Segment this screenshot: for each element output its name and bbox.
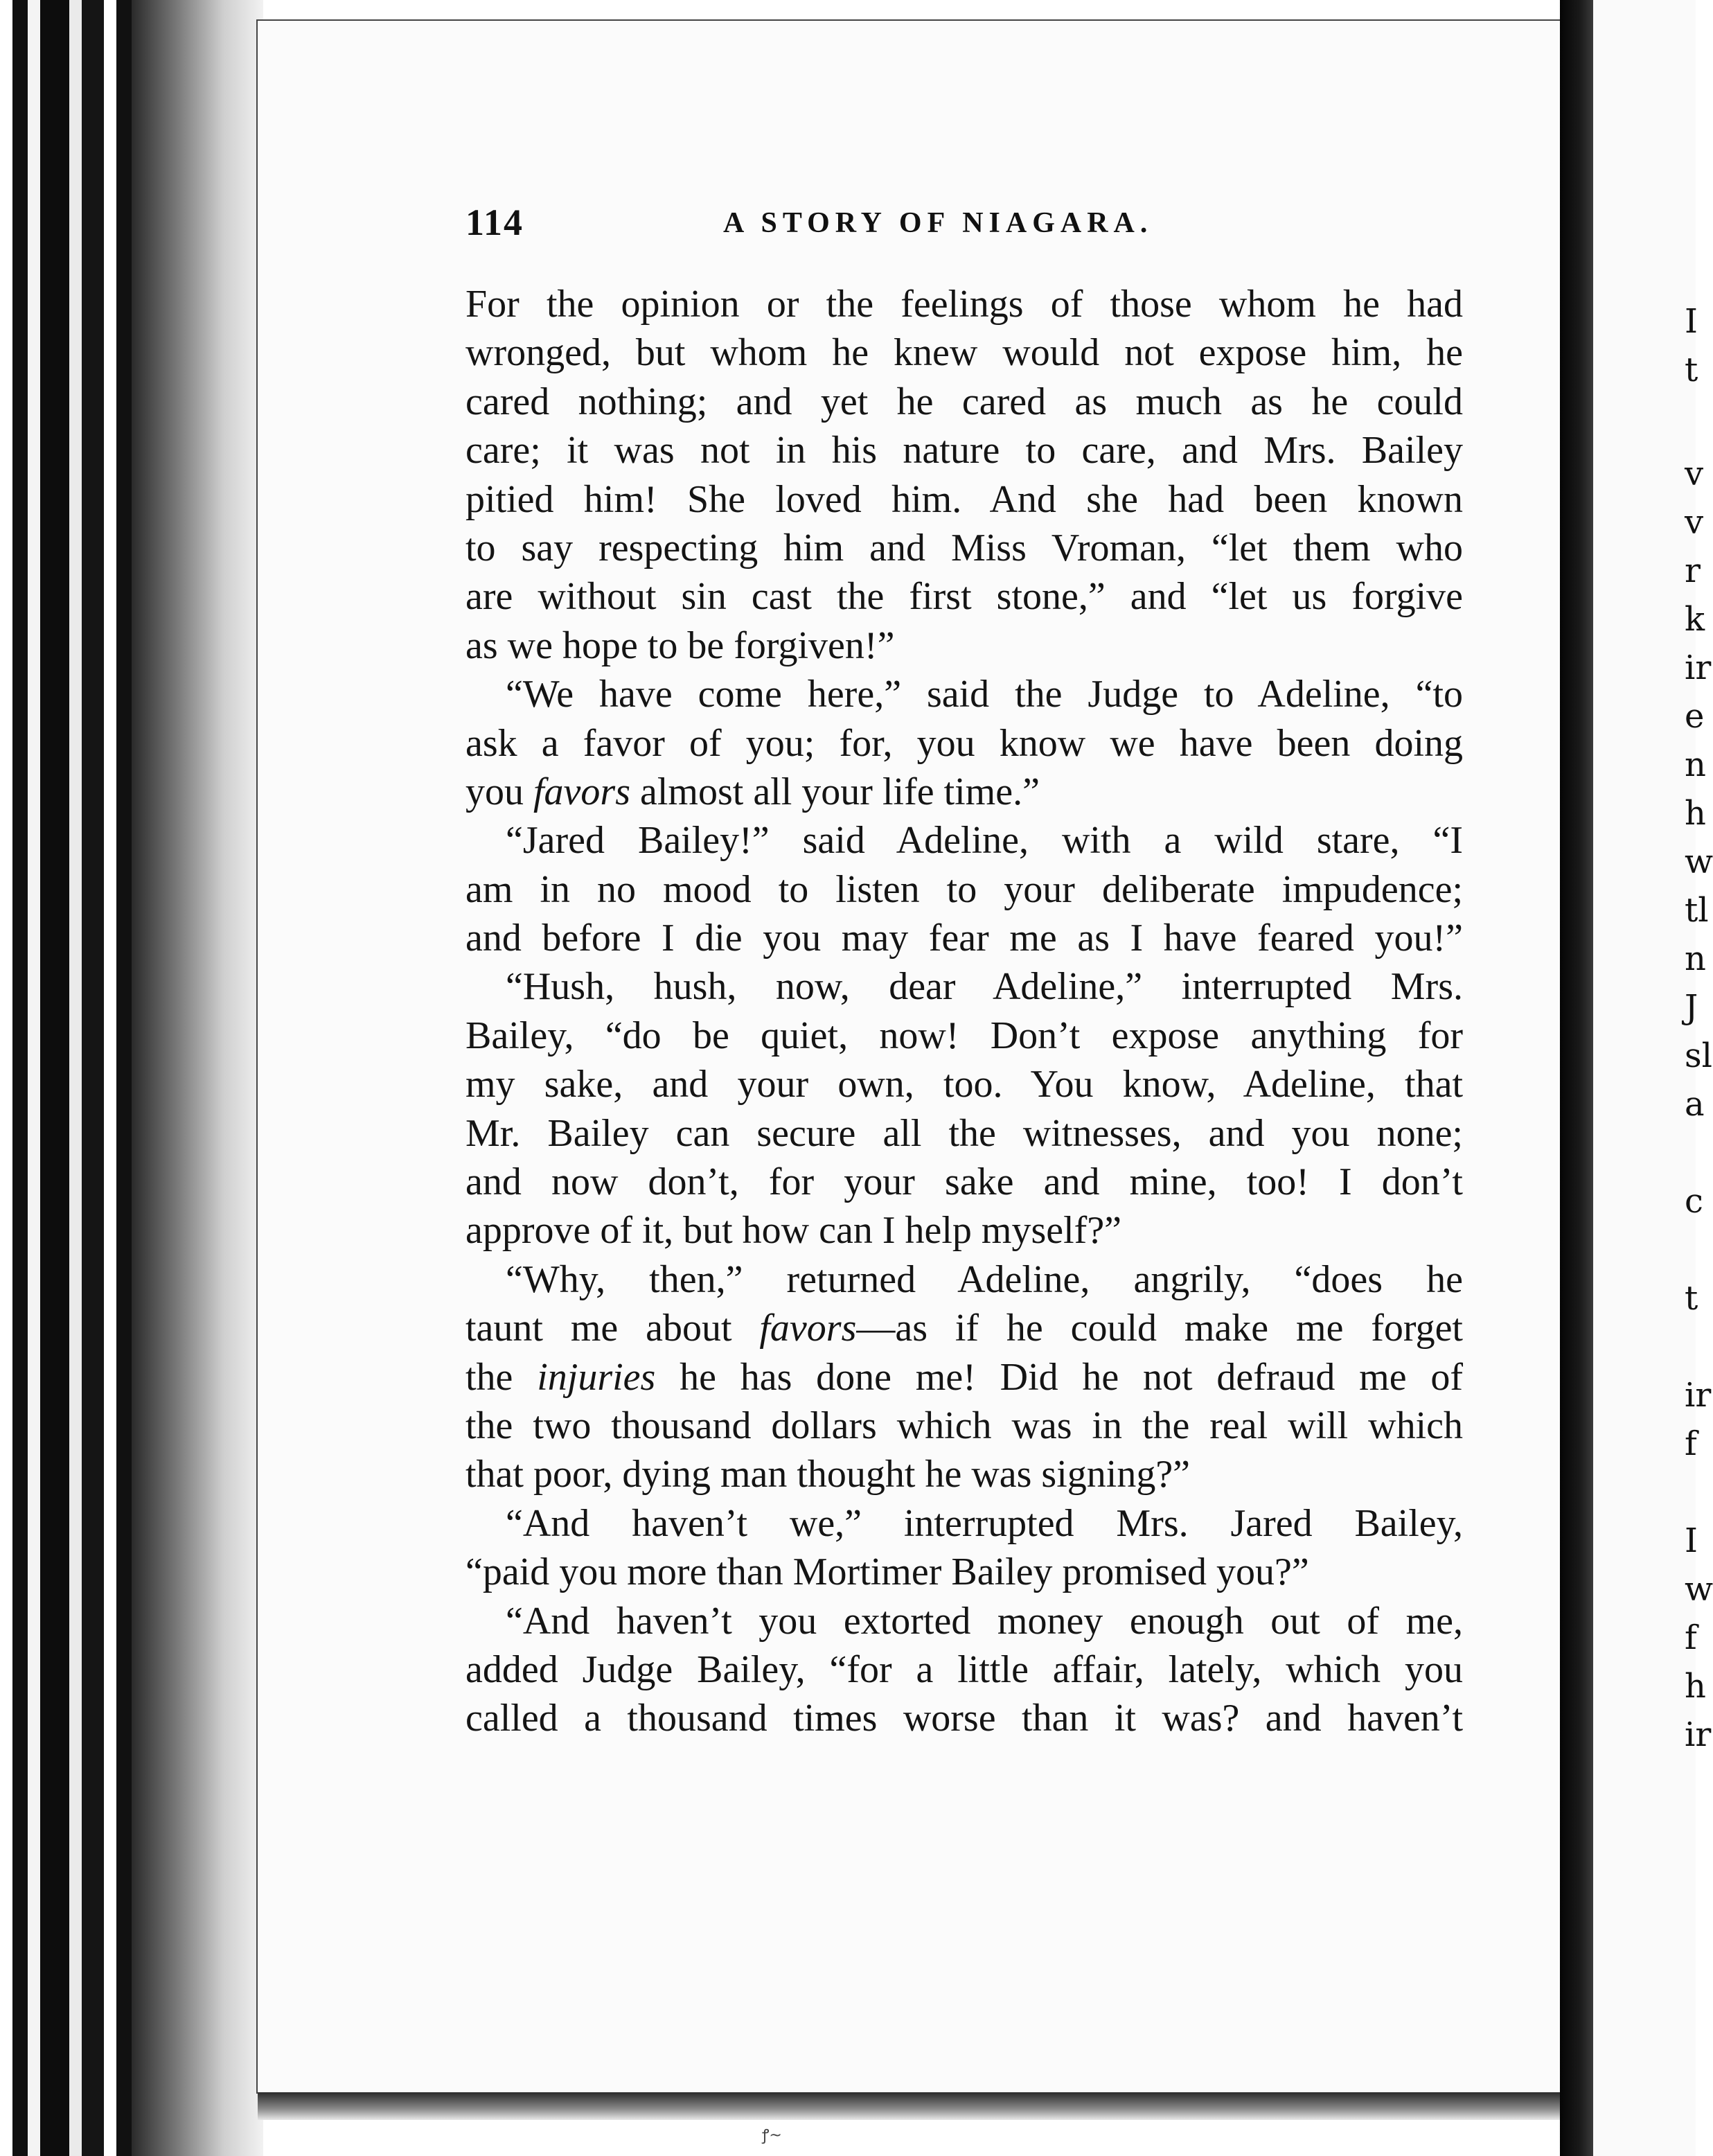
text-line: “Jared Bailey!” said Adeline, with a wild stare, “I (506, 819, 1463, 863)
text-line: Bailey, “do be quiet, now! Don’t expose anything for (465, 1014, 1463, 1057)
binding-gutter (1560, 0, 1593, 2156)
text-line: added Judge Bailey, “for a little affair, lately, which you (465, 1647, 1463, 1691)
facing-page-fragment: w (1685, 842, 1713, 881)
facing-page-fragment: v (1685, 503, 1704, 542)
text-line: “And haven’t we,” interrupted Mrs. Jared Bailey, (506, 1501, 1463, 1545)
facing-page-fragment: t (1685, 351, 1698, 389)
text-line: “paid you more than Mortimer Bailey promised you?” (465, 1550, 1309, 1594)
text-line: the injuries he has done me! Did he not defraud me of (465, 1355, 1464, 1399)
text-line: and before I die you may fear me as I have feared you!” (465, 917, 1463, 960)
text-line: care; it was not in his nature to care, and Mrs. Bailey (465, 429, 1463, 472)
page-number: 114 (465, 202, 524, 243)
text-line: For the opinion or the feelings of those whom he had (465, 283, 1463, 326)
facing-page-edge (1593, 0, 1696, 2156)
facing-page-fragment: c (1685, 1182, 1703, 1221)
facing-page-fragment: n (1685, 745, 1706, 784)
text-line: am in no mood to listen to your deliberate impudence; (465, 867, 1463, 911)
text-line: approve of it, but how can I help myself?” (465, 1209, 1122, 1253)
facing-page-fragment: n (1685, 939, 1706, 978)
text-line: taunt me about favors—as if he could make me forget (465, 1307, 1463, 1350)
text-line: “Why, then,” returned Adeline, angrily, “does he (506, 1257, 1463, 1301)
facing-page-fragment: w (1685, 1570, 1713, 1609)
text-line: ask a favor of you; for, you know we have been doing (465, 721, 1463, 765)
text-line: my sake, and your own, too. You know, Adeline, that (465, 1063, 1463, 1106)
italic-word: injuries (537, 1355, 656, 1399)
facing-page-fragment: ir (1685, 648, 1712, 687)
text-line: and now don’t, for your sake and mine, too! I don’t (465, 1160, 1463, 1204)
text-line: “Hush, hush, now, dear Adeline,” interrupted Mrs. (506, 965, 1463, 1009)
text-line: you favors almost all your life time.” (465, 770, 1040, 813)
facing-page-fragment: tl (1685, 891, 1709, 930)
facing-page-fragment: f (1685, 1618, 1697, 1657)
facing-page-fragment: a (1685, 1085, 1705, 1124)
body-text (465, 280, 1463, 1743)
italic-word: favors (759, 1307, 857, 1350)
facing-page-text-fragments (1685, 0, 1713, 2156)
italic-word: favors (533, 770, 630, 813)
facing-page-fragment: ir (1685, 1376, 1712, 1415)
facing-page-fragment: h (1685, 794, 1706, 833)
facing-page-fragment: h (1685, 1667, 1706, 1706)
text-line: Mr. Bailey can secure all the witnesses, and you none; (465, 1111, 1463, 1155)
text-line: to say respecting him and Miss Vroman, “let them who (465, 526, 1463, 569)
running-title: A STORY OF NIAGARA. (723, 207, 1153, 239)
facing-page-fragment: v (1685, 454, 1704, 493)
facing-page-fragment: ir (1685, 1715, 1712, 1754)
facing-page-fragment: I (1685, 1521, 1698, 1560)
page-bottom-edge (258, 2092, 1560, 2120)
facing-page-fragment: I (1685, 302, 1698, 341)
facing-page-fragment: t (1685, 1279, 1698, 1318)
text-line: called a thousand times worse than it was? and haven’t (465, 1697, 1463, 1740)
text-line: “We have come here,” said the Judge to Adeline, “to (506, 673, 1463, 716)
running-head (465, 201, 1463, 249)
text-line: pitied him! She loved him. And she had been known (465, 477, 1463, 521)
facing-page-fragment: f (1685, 1424, 1697, 1463)
facing-page-fragment: J (1685, 988, 1698, 1027)
facing-page-fragment: sl (1685, 1036, 1712, 1075)
page-edge-stack (0, 0, 263, 2156)
text-line: that poor, dying man thought he was signing?” (465, 1453, 1191, 1496)
facing-page-fragment: r (1685, 551, 1701, 590)
scan-smudge: ꝭ~ (762, 2127, 782, 2144)
text-line: “And haven’t you extorted money enough out of me, (506, 1599, 1463, 1643)
text-line: as we hope to be forgiven!” (465, 624, 895, 667)
text-line: cared nothing; and yet he cared as much as he could (465, 380, 1463, 423)
facing-page-fragment: k (1685, 600, 1705, 639)
facing-page-fragment: e (1685, 697, 1705, 736)
text-line: are without sin cast the first stone,” and “let us forgive (465, 575, 1463, 619)
text-line: the two thousand dollars which was in the real will which (465, 1404, 1463, 1447)
text-line: wronged, but whom he knew would not expose him, he (465, 331, 1463, 375)
